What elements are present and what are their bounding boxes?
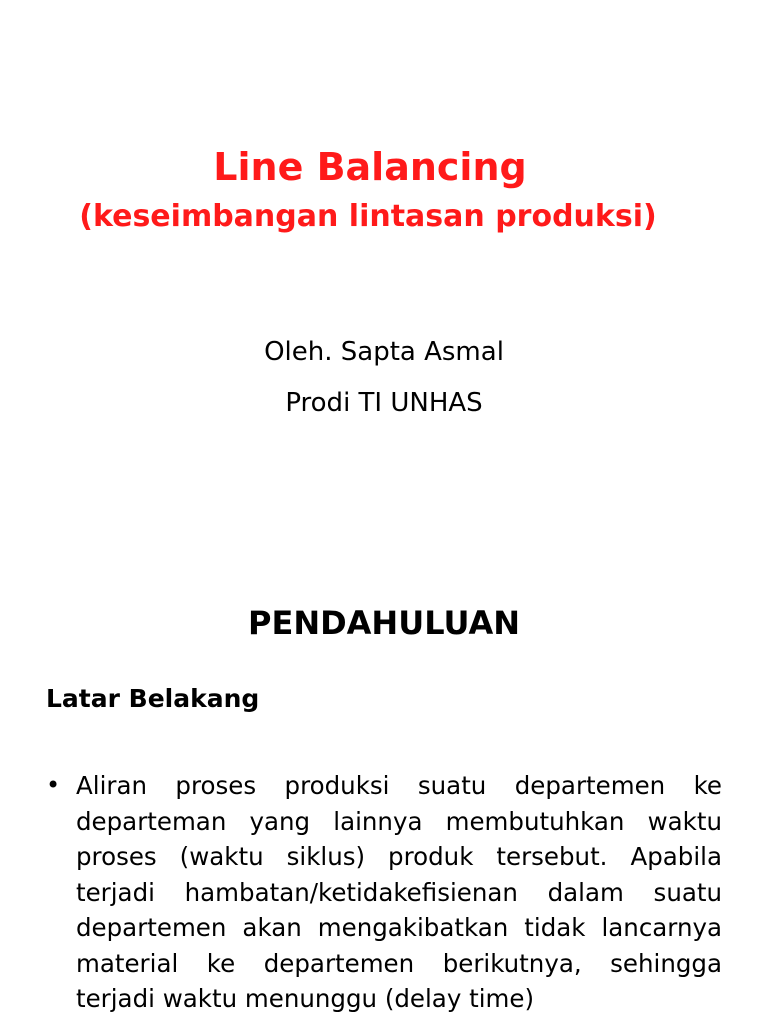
affiliation-line: Prodi TI UNHAS (285, 388, 483, 418)
bullet-item (46, 768, 722, 1017)
slide-title: Line Balancing (213, 145, 527, 189)
section-heading: PENDAHULUAN (248, 604, 520, 642)
bullet-text: Aliran proses produksi suatu departemen ke departeman yang lainnya membutuhkan waktu proses (waktu siklus) produk tersebut. Apabila terjadi hambatan/ketidakefisienan dalam suatu departemen akan mengakibatkan tidak lancarnya material ke departemen berikutnya, sehingga terjadi waktu menunggu (delay time) (76, 771, 722, 1013)
author-line: Oleh. Sapta Asmal (264, 337, 504, 367)
sub-heading: Latar Belakang (46, 684, 260, 713)
bullet-dot-icon: • (46, 771, 61, 799)
slide-subtitle: (keseimbangan lintasan produksi) (79, 199, 657, 234)
bullet-list (46, 768, 722, 1017)
